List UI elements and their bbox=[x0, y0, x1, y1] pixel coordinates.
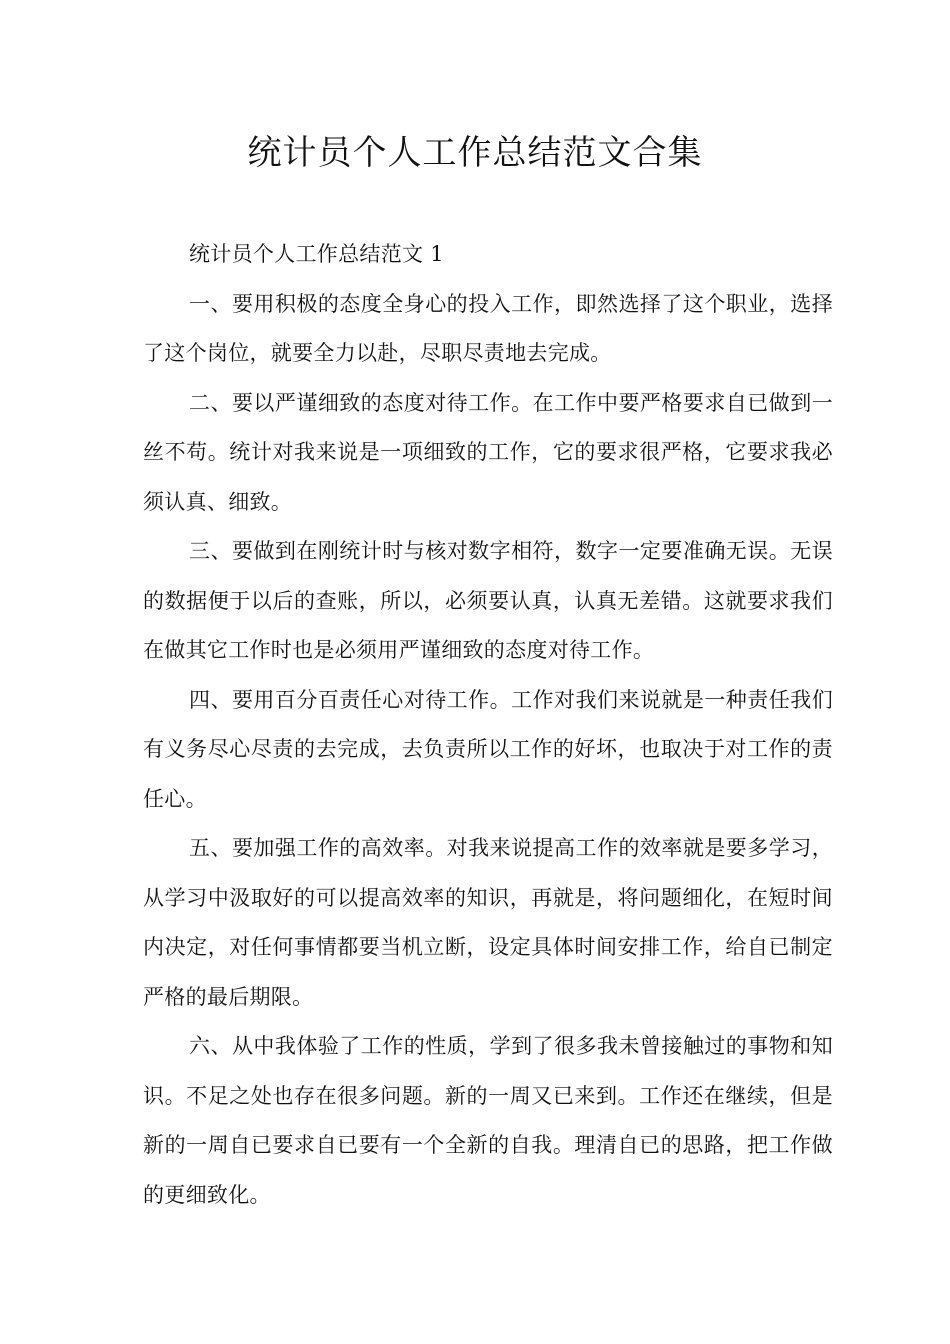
document-title: 统计员个人工作总结范文合集 bbox=[247, 133, 703, 173]
paragraph-4: 四、要用百分百责任心对待工作。工作对我们来说就是一种责任我们有义务尽心尽责的去完成，去负责所以工作的好坏，也取决于对工作的责任心。 bbox=[143, 687, 833, 811]
paragraph-2: 二、要以严谨细致的态度对待工作。在工作中要严格要求自已做到一丝不苟。统计对我来说是一项细致的工作，它的要求很严格，它要求我必须认真、细致。 bbox=[143, 390, 833, 514]
document-body bbox=[143, 230, 833, 1220]
paragraph-3: 三、要做到在刚统计时与核对数字相符，数字一定要准确无误。无误的数据便于以后的查账，所以，必须要认真，认真无差错。这就要求我们在做其它工作时也是必须用严谨细致的态度对待工作。 bbox=[143, 539, 833, 662]
paragraph-1: 一、要用积极的态度全身心的投入工作，即然选择了这个职业，选择了这个岗位，就要全力以赴，尽职尽责地去完成。 bbox=[143, 291, 833, 365]
paragraph-5: 五、要加强工作的高效率。对我来说提高工作的效率就是要多学习，从学习中汲取好的可以提高效率的知识，再就是，将问题细化，在短时间内决定，对任何事情都要当机立断，设定具体时间安排工作，给自已制定严格的最后期限。 bbox=[143, 836, 833, 1009]
section-heading: 统计员个人工作总结范文 1 bbox=[189, 242, 444, 266]
paragraph-6: 六、从中我体验了工作的性质，学到了很多我未曾接触过的事物和知识。不足之处也存在很多问题。新的一周又已来到。工作还在继续，但是新的一周自已要求自已要有一个全新的自我。理清自已的思路，把工作做的更细致化。 bbox=[143, 1034, 833, 1207]
